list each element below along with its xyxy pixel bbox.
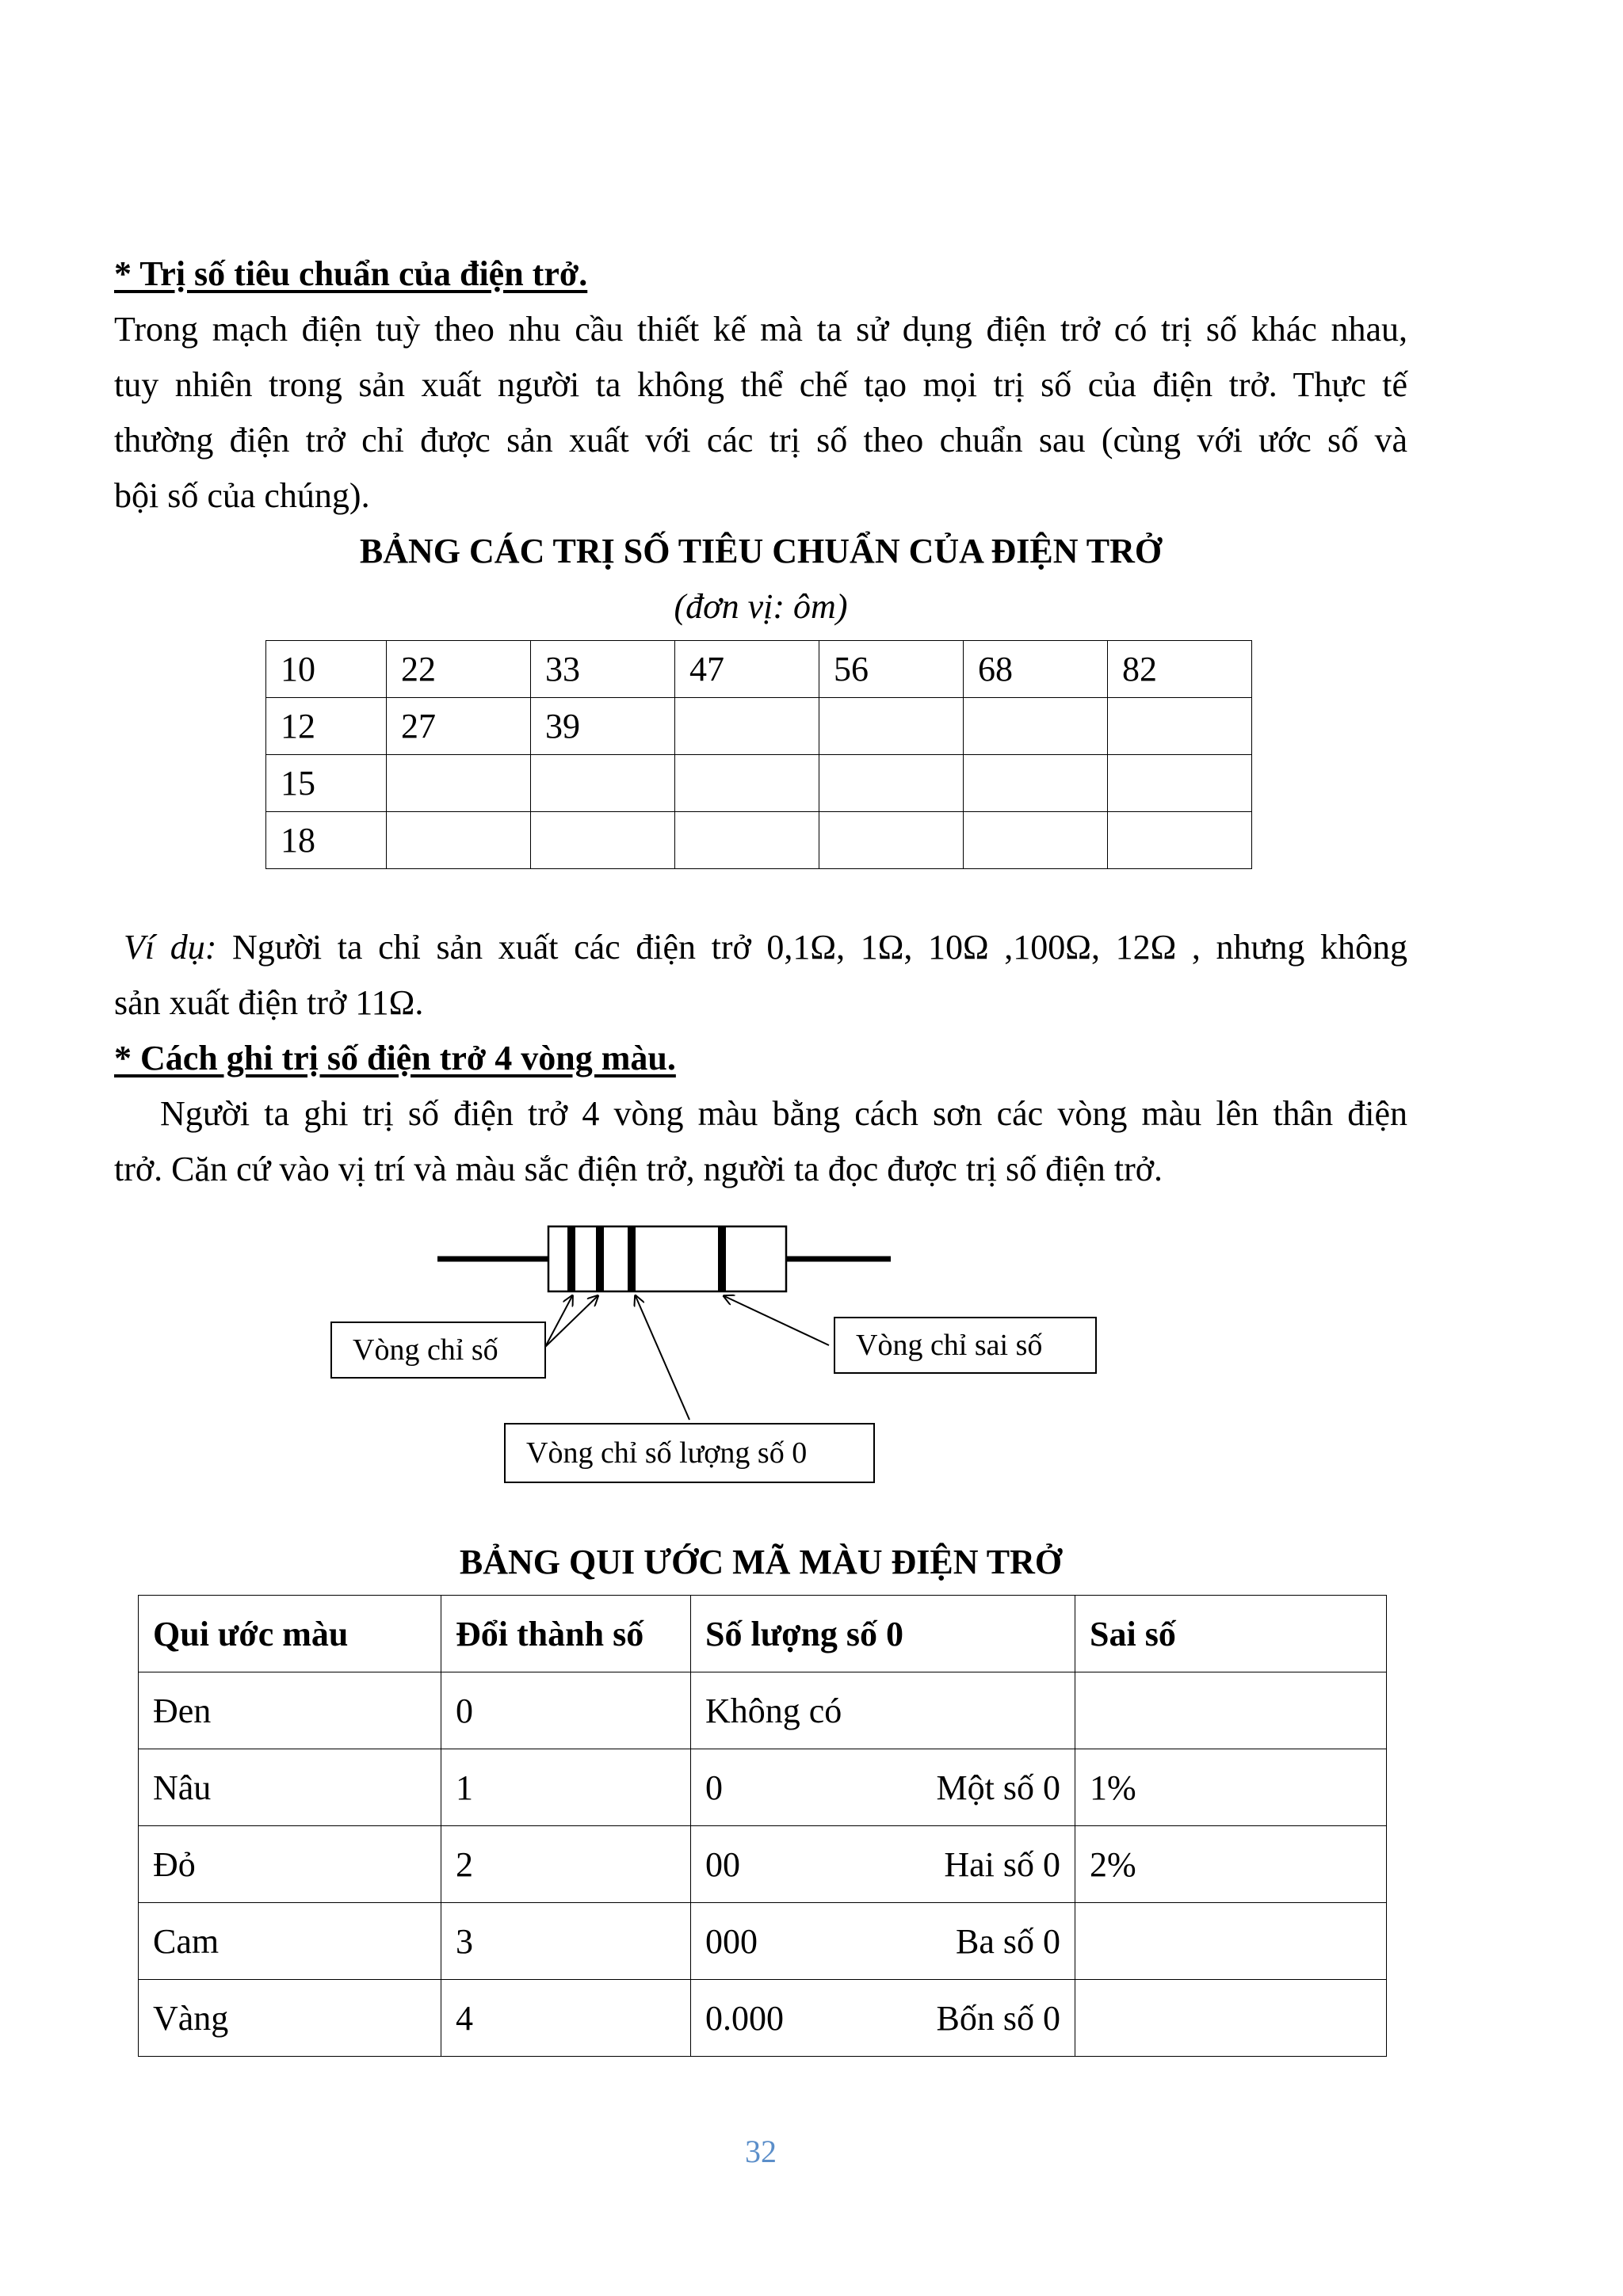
example-text: Người ta chỉ sản xuất các điện trở 0,1Ω, 1Ω, 10Ω ,100Ω, 12Ω , nhưng không xyxy=(216,928,1407,967)
section-heading-4-band: * Cách ghi trị số điện trở 4 vòng màu. xyxy=(114,1039,676,1077)
paragraph-line: bội số của chúng). xyxy=(114,476,370,515)
column-header: Sai số xyxy=(1075,1596,1387,1672)
color-table-title: BẢNG QUI ƯỚC MÃ MÀU ĐIỆN TRỞ xyxy=(459,1543,1063,1581)
band-4 xyxy=(718,1226,726,1291)
band-3 xyxy=(628,1226,636,1291)
band-1 xyxy=(567,1226,575,1291)
table-cell: 56 xyxy=(819,641,964,698)
example-line-2: sản xuất điện trở 11Ω. xyxy=(114,983,424,1022)
zeros-description: Một số 0 xyxy=(936,1768,1060,1807)
paragraph-line: Người ta ghi trị số điện trở 4 vòng màu bằng cách sơn các vòng màu lên thân điện xyxy=(160,1094,1407,1133)
standard-table-title: BẢNG CÁC TRỊ SỐ TIÊU CHUẨN CỦA ĐIỆN TRỞ xyxy=(359,532,1163,570)
zeros-description: Bốn số 0 xyxy=(936,1998,1060,2038)
arrow-multiplier xyxy=(636,1296,689,1420)
label-digit-bands: Vòng chỉ số xyxy=(330,1322,546,1379)
table-cell: 33 xyxy=(531,641,675,698)
table-row xyxy=(139,1749,1387,1826)
table-cell: 12 xyxy=(266,698,387,755)
paragraph-line: tuy nhiên trong sản xuất người ta không thể chế tạo mọi trị số của điện trở. Thực tế xyxy=(114,365,1407,404)
zeros-description: Hai số 0 xyxy=(944,1844,1060,1884)
paragraph-line: thường điện trở chỉ được sản xuất với các trị số theo chuẩn sau (cùng với ước số và xyxy=(114,421,1407,460)
tolerance-cell xyxy=(1075,1903,1387,1980)
table-cell: 39 xyxy=(531,698,675,755)
zeros-value: 00 xyxy=(705,1844,740,1884)
zeros-value: 0 xyxy=(705,1768,723,1807)
color-name-cell: Nâu xyxy=(139,1749,441,1826)
digit-cell: 2 xyxy=(441,1826,691,1903)
digit-cell: 3 xyxy=(441,1903,691,1980)
arrow-tolerance xyxy=(724,1296,829,1345)
label-tolerance-band: Vòng chỉ sai số xyxy=(834,1317,1097,1374)
table-cell: 10 xyxy=(266,641,387,698)
zeros-description: Ba số 0 xyxy=(956,1921,1060,1961)
table-row xyxy=(139,1826,1387,1903)
table-header-row xyxy=(139,1596,1387,1672)
table-row xyxy=(139,1672,1387,1749)
column-header: Qui ước màu xyxy=(139,1596,441,1672)
color-name-cell: Đỏ xyxy=(139,1826,441,1903)
color-name-cell: Vàng xyxy=(139,1980,441,2057)
example-label: Ví dụ: xyxy=(124,928,217,967)
zeros-value: 0.000 xyxy=(705,1998,784,2038)
table-cell: 22 xyxy=(387,641,531,698)
tolerance-cell: 1% xyxy=(1075,1749,1387,1826)
section-heading-standard-values: * Trị số tiêu chuẩn của điện trở. xyxy=(114,254,588,293)
table-cell: 47 xyxy=(675,641,819,698)
color-name-cell: Đen xyxy=(139,1672,441,1749)
zeros-cell xyxy=(691,1903,1075,1980)
standard-table-unit: (đơn vị: ôm) xyxy=(674,587,848,626)
paragraph-line: Trong mạch điện tuỳ theo nhu cầu thiết kế mà ta sử dụng điện trở có trị số khác nhau, xyxy=(114,310,1407,349)
arrow-digit-1 xyxy=(545,1296,572,1347)
table-cell: 68 xyxy=(964,641,1108,698)
color-name-cell: Cam xyxy=(139,1903,441,1980)
table-cell: 82 xyxy=(1108,641,1252,698)
table-cell: 27 xyxy=(387,698,531,755)
digit-cell: 1 xyxy=(441,1749,691,1826)
tolerance-cell xyxy=(1075,1672,1387,1749)
label-multiplier-band: Vòng chỉ số lượng số 0 xyxy=(504,1423,875,1483)
arrow-digit-2 xyxy=(545,1296,598,1347)
column-header: Số lượng số 0 xyxy=(691,1596,1075,1672)
zeros-value: 000 xyxy=(705,1921,758,1961)
color-code-table xyxy=(138,1595,1387,2057)
zeros-cell xyxy=(691,1749,1075,1826)
band-2 xyxy=(596,1226,604,1291)
table-row xyxy=(139,1980,1387,2057)
zeros-cell xyxy=(691,1672,1075,1749)
resistor-body xyxy=(548,1226,786,1291)
zeros-cell xyxy=(691,1826,1075,1903)
table-cell: 18 xyxy=(266,812,387,869)
zeros-cell xyxy=(691,1980,1075,2057)
zeros-value: Không có xyxy=(705,1691,842,1730)
table-cell: 15 xyxy=(266,755,387,812)
digit-cell: 4 xyxy=(441,1980,691,2057)
column-header: Đổi thành số xyxy=(441,1596,691,1672)
page-number: 32 xyxy=(745,2134,777,2169)
tolerance-cell xyxy=(1075,1980,1387,2057)
digit-cell: 0 xyxy=(441,1672,691,1749)
paragraph-line: trở. Căn cứ vào vị trí và màu sắc điện trở, người ta đọc được trị số điện trở. xyxy=(114,1150,1163,1188)
tolerance-cell: 2% xyxy=(1075,1826,1387,1903)
table-row xyxy=(139,1903,1387,1980)
